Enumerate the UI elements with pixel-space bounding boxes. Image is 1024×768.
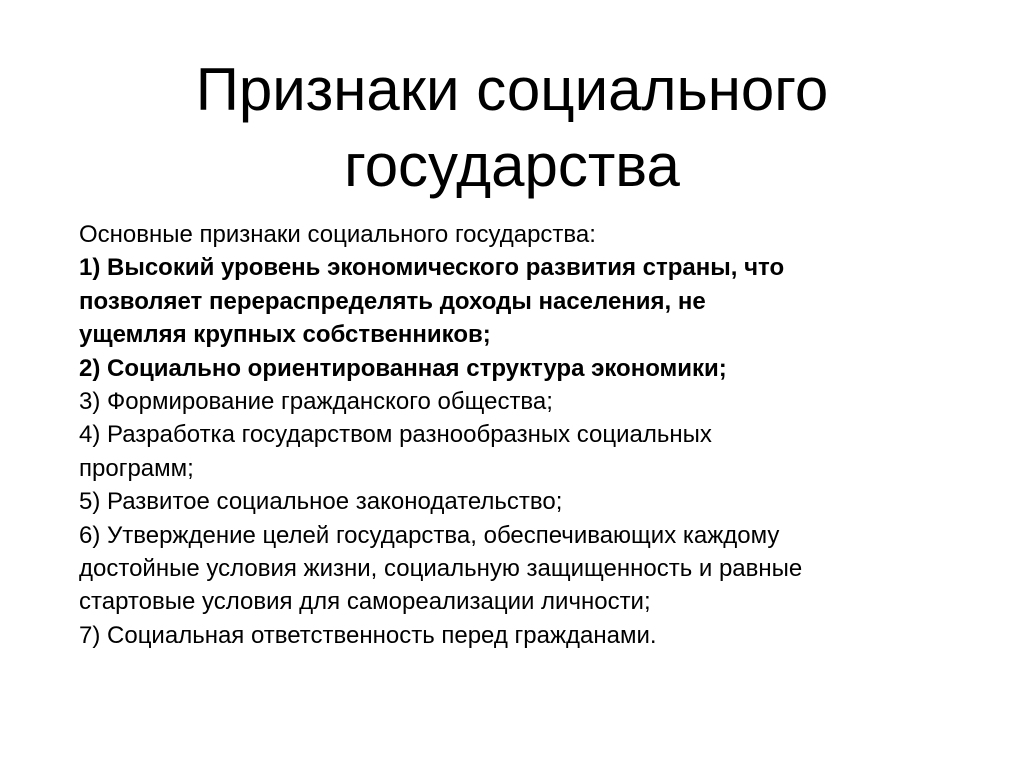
body-line: 5) Развитое социальное законодательство; [79, 488, 563, 516]
slide-title-line: государства [344, 132, 680, 199]
body-line: программ; [79, 454, 194, 482]
slide-title [80, 52, 944, 204]
body-line: стартовые условия для самореализации личности; [79, 588, 651, 616]
slide-title-line: Признаки социального [195, 56, 829, 123]
body-line: 2) Социально ориентированная структура экономики; [79, 354, 727, 382]
body-line: ущемляя крупных собственников; [79, 321, 491, 349]
body-line: позволяет перераспределять доходы населения, не [79, 287, 706, 315]
slide-body [79, 218, 959, 652]
body-line: 1) Высокий уровень экономического развития страны, что [79, 254, 785, 282]
body-line: 4) Разработка государством разнообразных социальных [79, 421, 712, 449]
body-line: 3) Формирование гражданского общества; [79, 388, 553, 416]
body-line: 6) Утверждение целей государства, обеспечивающих каждому [79, 521, 780, 549]
intro-text: Основные признаки социального государства: [79, 221, 596, 248]
body-line: достойные условия жизни, социальную защищенность и равные [79, 555, 803, 583]
body-line: 7) Социальная ответственность перед гражданами. [79, 621, 657, 649]
